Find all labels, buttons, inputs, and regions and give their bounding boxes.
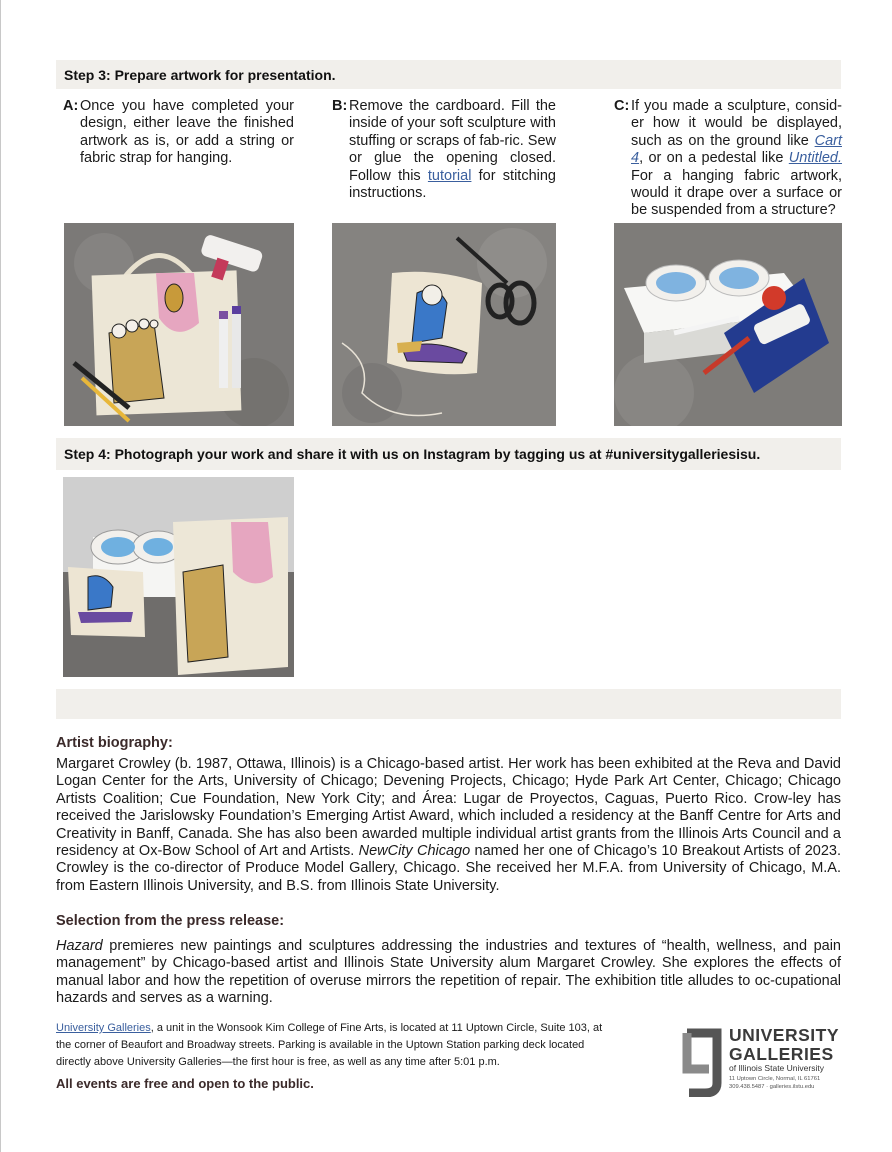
step-b-text-part: for stitching instructions. [349, 167, 556, 202]
step-a-text: Once you have completed your design, either leave the finished artwork as is, or add a string or fabric strap for hanging. [80, 98, 294, 167]
photo-soft-sculpture-pillow [332, 223, 556, 426]
step3-column-b [332, 98, 557, 208]
step3-column-c [614, 98, 842, 223]
logo-address-line: 11 Uptown Circle, Normal, IL 61761 [729, 1076, 821, 1082]
step3-heading: Step 3: Prepare artwork for presentation. [56, 60, 841, 89]
step-c-text-part: If you made a sculpture, consid-er how it would be displayed, such as on the ground like [631, 98, 842, 149]
press-text-part: premieres new paintings and sculptures addressing the industries and textures of “health, wellness, and pain management” by Chicago-based artist and Illinois State University alum Margaret Crowley. She explores the effects of manual labor and how the repetition of overuse mirrors the repetition of repair. The exhibition title alludes to oc-cupational hazards and serves as a warning. [56, 938, 841, 1007]
divider-band [56, 689, 841, 719]
logo-line-2: GALLERIES [729, 1043, 834, 1064]
step4-heading: Step 4: Photograph your work and share it with us on Instagram by tagging us at #universitygalleriesisu. [56, 438, 841, 470]
photo-sculpture-on-pedestal [614, 223, 842, 426]
logo-address [729, 1075, 820, 1091]
untitled-link[interactable]: Untitled. [788, 150, 842, 167]
tutorial-link[interactable]: tutorial [427, 167, 472, 184]
location-text: , a unit in the Wonsook Kim College of Fine Arts, is located at 11 Uptown Circle, Suite 103, at the corner of Beaufort and Broadway streets. Parking is available in the Uptown Station parking deck located directly above University Galleries—the first hour is free, as well as any time after 5:01 p.m. [56, 1022, 603, 1068]
photo-finished-artworks [63, 477, 294, 677]
press-heading: Selection from the press release: [56, 913, 285, 929]
step-c-text [631, 98, 842, 220]
step-b-letter: B: [332, 98, 348, 114]
bio-heading: Artist biography: [56, 735, 173, 751]
photo-hanging-fabric-artwork [64, 223, 294, 426]
step-a-letter: A: [63, 98, 79, 114]
step-c-letter: C: [614, 98, 630, 114]
university-galleries-link[interactable]: University Galleries [56, 1022, 151, 1034]
university-galleries-logo [681, 1025, 846, 1100]
logo-line-1: UNIVERSITY [729, 1025, 840, 1045]
step-c-text-part: , or on a pedestal like [639, 150, 789, 167]
logo-g-mark-icon [681, 1027, 723, 1097]
bio-text-part: named her one of Chicago’s 10 Breakout Artists of 2023. Crowley is the co-director of Produce Model Gallery, Chicago. She received her M.F.A. from University of Chicago, M.A. from Eastern Illinois University, and B.S. from Illinois State University. [56, 843, 841, 894]
logo-contact-line: 309.438.5487 · galleries.ilstu.edu [729, 1084, 815, 1090]
hazard-title: Hazard [56, 938, 103, 954]
logo-title [729, 1026, 839, 1063]
step3-column-a [63, 98, 295, 178]
step-b-text-part: Remove the cardboard. Fill the inside of your soft sculpture with stuffing or scraps of fab-ric. Sew or glue the opening closed. Follow this [349, 98, 556, 184]
step-c-text-part: For a hanging fabric artwork, would it drape over a surface or be suspended from a structure? [631, 167, 842, 219]
bio-text [56, 756, 841, 895]
step-b-text [349, 98, 556, 202]
free-events-note: All events are free and open to the public. [56, 1076, 314, 1091]
press-text [56, 938, 841, 1008]
bio-text-part: Margaret Crowley (b. 1987, Ottawa, Illinois) is a Chicago-based artist. Her work has been exhibited at the Reva and David Logan Center for the Arts, University of Chicago; Devening Projects, Chicago; Hyde Park Art Center, Chicago; Chicago Artists Coalition; Cue Foundation, New York City; and Área: Lugar de Proyectos, Caguas, Puerto Rico. Crow-ley has received the Jarislowsky Foundation’s Emerging Artist Award, which included a residency at the Banff Centre for Arts and Creativity in Banff, Canada. She has also been awarded multiple individual artist grants from the Illinois Arts Council and a residency at Ox-Bow School of Art and Artists. [56, 756, 841, 860]
newcity-chicago-title: NewCity Chicago [358, 843, 471, 860]
location-info [56, 1020, 616, 1071]
logo-subtitle: of Illinois State University [729, 1063, 824, 1073]
cart-4-link[interactable]: Cart 4 [631, 132, 842, 167]
